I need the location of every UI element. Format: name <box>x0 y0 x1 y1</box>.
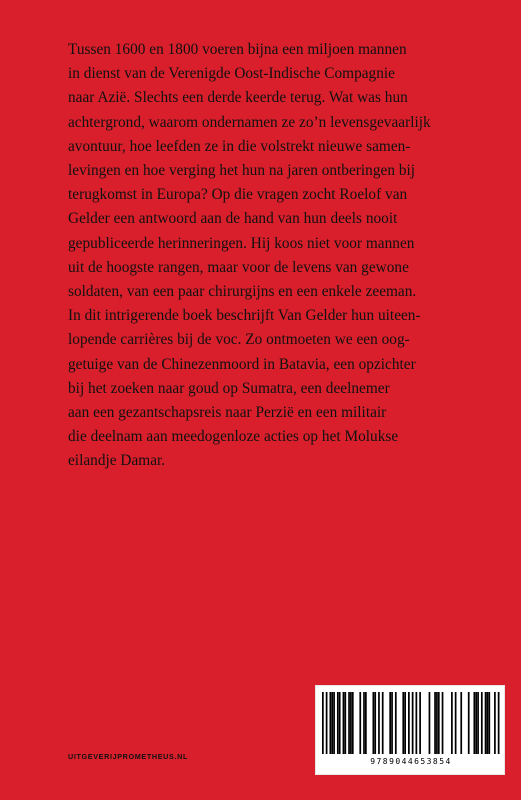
publisher-website: UITGEVERIJPROMETHEUS.NL <box>68 752 188 761</box>
barcode-bar <box>363 692 365 754</box>
blurb-line-5: avontuur, hoe leefden ze in die volstrekt nieuwe samen- <box>68 137 411 155</box>
barcode-bar <box>498 692 500 754</box>
barcode-bar <box>326 692 328 754</box>
barcode-bar <box>475 692 477 754</box>
blurb-line-8: Gelder een antwoord aan de hand van hun deels nooit <box>68 210 398 228</box>
barcode-bar <box>382 692 384 754</box>
barcode-bar <box>438 692 440 754</box>
barcode-bar <box>408 692 410 754</box>
barcode-bar <box>343 692 345 754</box>
barcode-bar <box>329 692 331 754</box>
barcode-bar <box>481 692 483 754</box>
barcode-bar <box>404 692 406 754</box>
barcode-bar <box>391 692 393 754</box>
blurb-line-11: soldaten, van een paar chirurgijns en een enkele zeeman. <box>68 283 417 301</box>
blurb-line-7: terugkomst in Europa? Op die vragen zocht Roelof van <box>68 186 408 204</box>
blurb-line-14: getuige van de Chinezenmoord in Batavia, een opzichter <box>68 355 416 373</box>
barcode-bar <box>322 692 324 754</box>
blurb-line-15: bij het zoeken naar goud op Sumatra, een deelnemer <box>68 379 390 397</box>
barcode-bar <box>331 692 333 754</box>
barcode-bar <box>337 692 339 754</box>
barcode-bar <box>333 692 335 754</box>
barcode-bar <box>419 692 421 754</box>
barcode-bar <box>344 692 346 754</box>
blurb-line-17: die deelnam aan meedogenloze acties op het Molukse <box>68 428 399 446</box>
barcode-bar <box>487 692 489 754</box>
barcode-bar <box>372 692 374 754</box>
blurb-line-12: In dit intrigerende boek beschrijft Van Gelder hun uiteen- <box>68 307 421 325</box>
blurb-line-1: Tussen 1600 en 1800 voeren bijna een miljoen mannen <box>68 41 407 58</box>
barcode-bar <box>473 692 475 754</box>
blurb-line-2: in dienst van de Verenigde Oost-Indische Compagnie <box>68 65 395 83</box>
barcode-bar <box>451 692 453 754</box>
barcode-bar <box>359 692 361 754</box>
blurb-line-13: lopende carrières bij de voc. Zo ontmoeten we een oog- <box>68 331 410 349</box>
barcode-bar <box>350 692 352 754</box>
barcode-bar <box>389 692 391 754</box>
barcode-bar <box>402 692 404 754</box>
isbn-number: 9789044653854 <box>370 757 452 766</box>
barcode-bar <box>488 692 490 754</box>
blurb-line-6: levingen en hoe verging het hun na jaren ontberingen bij <box>68 162 416 180</box>
barcode-bar <box>455 692 457 754</box>
barcode-bar <box>436 692 438 754</box>
barcode-bar <box>412 692 414 754</box>
barcode-bar <box>477 692 479 754</box>
blurb-line-10: uit de hoogste rangen, maar voor de levens van gewone <box>68 258 409 276</box>
barcode-bar <box>395 692 397 754</box>
barcode-bar <box>442 692 444 754</box>
barcode-bar <box>352 692 354 754</box>
isbn-barcode <box>315 685 505 775</box>
barcode-bar <box>429 692 431 754</box>
barcode-bar <box>339 692 341 754</box>
blurb-line-9: gepubliceerde herinneringen. Hij koos niet voor mannen <box>68 234 415 252</box>
barcode-bar <box>365 692 367 754</box>
barcode-bar <box>468 692 470 754</box>
barcode-bar <box>460 692 462 754</box>
barcode-bar <box>374 692 376 754</box>
blurb-line-4: achtergrond, waarom ondernamen ze zo’n levensgevaarlijk <box>68 113 431 131</box>
barcode-bar <box>494 692 496 754</box>
barcode-bar <box>378 692 380 754</box>
blurb-line-16: aan een gezantschapsreis naar Perzië en een militair <box>68 404 387 422</box>
barcode-bar <box>434 692 436 754</box>
blurb-line-3: naar Azië. Slechts een derde keerde terug. Wat was hun <box>68 89 408 107</box>
barcode-bar <box>485 692 487 754</box>
blurb-line-18: eilandje Damar. <box>68 452 166 470</box>
barcode-bar <box>416 692 418 754</box>
back-cover-blurb <box>68 38 476 474</box>
barcode-bar <box>348 692 350 754</box>
